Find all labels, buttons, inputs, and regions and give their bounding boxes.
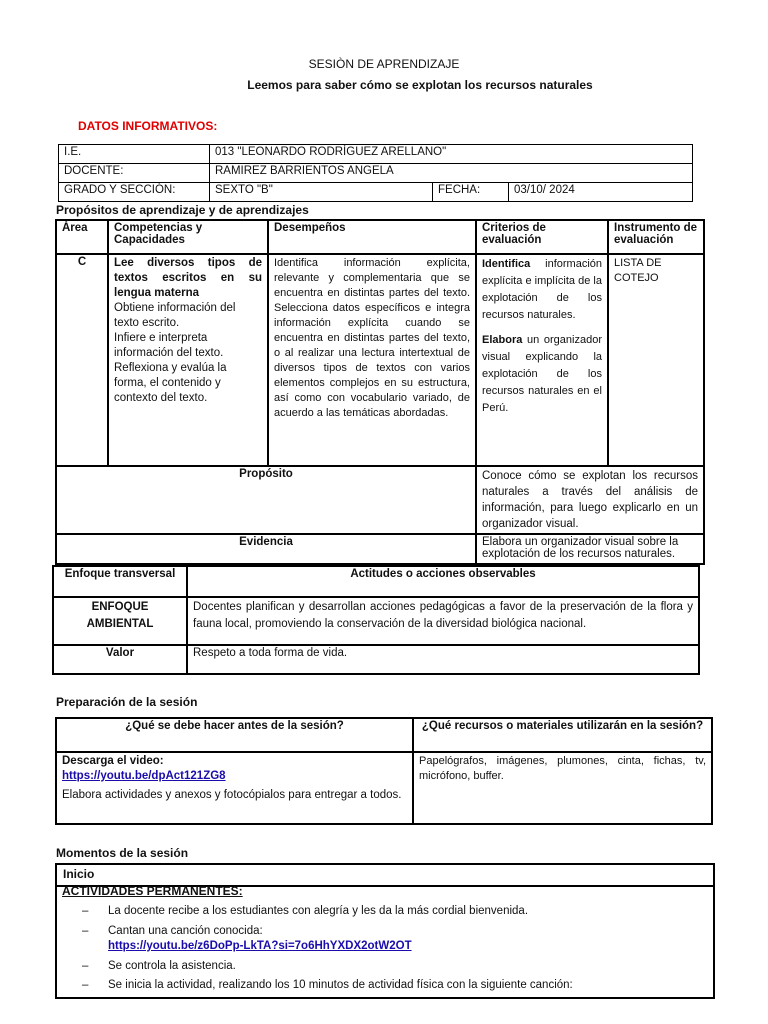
capacidad-1: Obtiene información del texto escrito.: [114, 302, 236, 329]
descarga-label: Descarga el video:: [62, 755, 164, 767]
enfoque-ambiental-text: Docentes planifican y desarrollan acciones pedagógicas a favor de la preservación de la flora y fauna local, promoviendo la conservación de la diversidad biológica nacional.: [187, 597, 699, 645]
criterio-2-text: un organizador visual explicando la explotación de los recursos naturales en el Perú.: [482, 334, 602, 414]
evidencia-label: Evidencia: [56, 534, 476, 564]
inicio-label: Inicio: [57, 865, 713, 887]
criterio-2-verb: Elabora: [482, 334, 523, 346]
actividades-permanentes: ACTIVIDADES PERMANENTES:: [62, 884, 243, 898]
propositos-table: [55, 219, 705, 565]
criterio-1-verb: Identifica: [482, 258, 531, 270]
bullet-dash: –: [82, 979, 89, 991]
col-criterios: Criterios de evaluación: [476, 220, 608, 254]
proposito-text: Conoce cómo se explotan los recursos naturales a través del análisis de información, para luego explicarlo en un organizador visual.: [476, 466, 704, 534]
recursos-col-header: ¿Qué recursos o materiales utilizarán en la sesión?: [413, 718, 712, 752]
preparacion-heading: Preparación de la sesión: [56, 695, 198, 709]
col-instrumento: Instrumento de evaluación: [608, 220, 704, 254]
actitudes-col-header: Actitudes o acciones observables: [187, 566, 699, 597]
materiales-cell: Papelógrafos, imágenes, plumones, cinta, fichas, tv, micrófono, buffer.: [413, 752, 712, 824]
proposito-label: Propósito: [56, 466, 476, 534]
fecha-label: FECHA:: [433, 183, 509, 202]
antes-cell: [56, 752, 413, 824]
session-subtitle: Leemos para saber cómo se explotan los recursos naturales: [247, 78, 593, 92]
col-competencias: Competencias y Capacidades: [108, 220, 268, 254]
momento-item-4: Se inicia la actividad, realizando los 10 minutos de actividad física con la siguiente canción:: [108, 979, 573, 991]
capacidad-3: Reflexiona y evalúa la forma, el contenido y contexto del texto.: [114, 362, 227, 404]
desempeno-cell: Identifica información explícita, relevante y complementaria que se encuentra en distintas partes del texto. Selecciona datos específicos e integra información explícita cuando se encuentra en distintas partes del texto, o al realizar una lectura intertextual de diversos tipos de textos con varios elementos complejos en su estructura, así como con vocabulario variado, de acuerdo a las temáticas abordadas.: [268, 254, 476, 466]
bullet-dash: –: [82, 905, 89, 917]
enfoque-ambiental-label: ENFOQUE AMBIENTAL: [53, 597, 187, 645]
momento-item-3: Se controla la asistencia.: [108, 960, 236, 972]
enfoque-table: [52, 565, 700, 675]
enfoque-col-header: Enfoque transversal: [53, 566, 187, 597]
evidencia-text: Elabora un organizador visual sobre la explotación de los recursos naturales.: [476, 534, 704, 564]
area-cell: C: [56, 254, 108, 466]
momento-item-1: La docente recibe a los estudiantes con alegría y les da la más cordial bienvenida.: [108, 905, 529, 917]
propositos-heading: Propósitos de aprendizaje y de aprendizajes: [56, 203, 309, 217]
docente-label: DOCENTE:: [59, 164, 210, 183]
criterios-cell: [476, 254, 608, 466]
momento-item-2: Cantan una canción conocida:: [108, 925, 263, 937]
video-link[interactable]: https://youtu.be/dpAct121ZG8: [62, 770, 226, 782]
ie-label: I.E.: [59, 145, 210, 164]
fecha-value: 03/10/ 2024: [509, 183, 693, 202]
ie-value: 013 "LEONARDO RODRÍGUEZ ARELLANO": [210, 145, 693, 164]
elabora-text: Elabora actividades y anexos y fotocópialos para entregar a todos.: [62, 789, 402, 801]
criterio-1-text: información explícita e implícita de la explotación de los recursos naturales.: [482, 258, 602, 321]
grado-value: SEXTO "B": [210, 183, 433, 202]
bullet-dash: –: [82, 960, 89, 972]
col-desempenos: Desempeños: [268, 220, 476, 254]
session-title: SESIÒN DE APRENDIZAJE: [308, 57, 460, 71]
antes-col-header: ¿Qué se debe hacer antes de la sesión?: [56, 718, 413, 752]
competencias-cell: [108, 254, 268, 466]
momentos-heading: Momentos de la sesión: [56, 846, 189, 860]
capacidad-2: Infiere e interpreta información del texto.: [114, 332, 224, 359]
valor-label: Valor: [53, 645, 187, 674]
instrumento-cell: LISTA DE COTEJO: [608, 254, 704, 466]
docente-value: RAMIREZ BARRIENTOS ANGELA: [210, 164, 693, 183]
preparacion-table: [55, 717, 713, 825]
song-link[interactable]: https://youtu.be/z6DoPp-LkTA?si=7o6HhYXDX2otW2OT: [108, 940, 412, 952]
competencia-text: Lee diversos tipos de textos escritos en su lengua materna: [114, 257, 262, 299]
col-area: Área: [56, 220, 108, 254]
datos-table: [58, 144, 693, 202]
datos-informativos-label: DATOS INFORMATIVOS:: [78, 119, 218, 133]
grado-label: GRADO Y SECCIÓN:: [59, 183, 210, 202]
bullet-dash: –: [82, 925, 89, 937]
valor-text: Respeto a toda forma de vida.: [187, 645, 699, 674]
